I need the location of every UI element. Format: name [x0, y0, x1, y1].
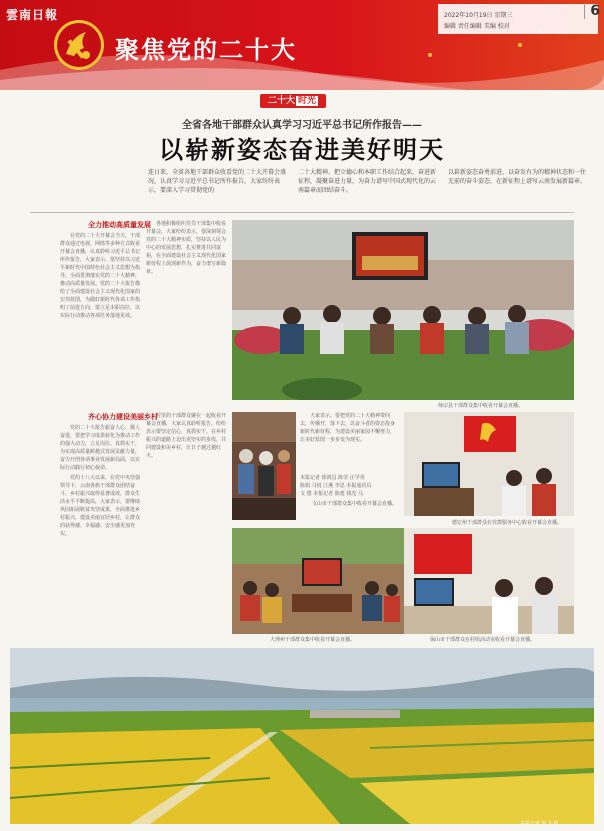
page-banner [0, 0, 604, 90]
photo-village-viewing-image [232, 412, 296, 520]
caption-hall: 师宗县干部群众集中收看开幕会直播。 [438, 403, 524, 409]
editor-credits: 编辑 责任编辑 美编 校对 [444, 23, 510, 30]
caption-village: 文山市干部群众集中收看开幕会直播。 [312, 501, 398, 507]
section-heading-development: 全力推动高质量发展 [88, 221, 151, 229]
photo-room-viewing-image [404, 412, 574, 516]
page-number: 6 [584, 3, 600, 19]
bylines [300, 474, 400, 498]
column-text: 村里的干部群众聚在一起收看开幕会直播，大家认真聆听报告，纷纷表示要坚定信心，真抓实干，在乡村振兴的道路上迈出更坚实的步伐，共同建设和美乡村，让日子越过越红火。 [146, 413, 227, 459]
caption-court: 保山市干部群众在村组活动室收看开幕会直播。 [430, 637, 536, 643]
headline: 以崭新姿态奋进美好明天 [159, 135, 445, 164]
photo-hall-viewing [232, 220, 574, 400]
byline: 陈娟 马悦 江燕 李思 本报通讯员 [300, 483, 372, 489]
column-text: 党的二十大报告振奋人心、催人奋进，要把学习成果转化为推动工作的强大动力，立足岗位、真抓实干，为实现高质量跨越式发展贡献力量，奋力开创各项事业发展新局面，以实际行动践行初心使命。 [60, 425, 141, 471]
date-box [438, 4, 598, 34]
byline: 文 图 本报记者 陈建 钱光 马 [300, 491, 363, 497]
column-text: 大家表示，要把党的二十大精神带回去，传播开，落下去，以奋斗者的姿态投身新时代新征程，为建设美丽家园不懈努力，让美好蓝图一步步变为现实。 [300, 413, 396, 443]
lead-paragraph-3: 以崭新姿态奋勇前进，以奋发有为的精神状态和一往无前的奋斗姿态，在新征程上谱写云南发展新篇章。 [448, 169, 587, 185]
column-tag-prefix: 二十大 [268, 96, 296, 106]
article-column-2 [146, 220, 228, 402]
lead-paragraph-1: 连日来，全省各地干部群众收看党的二十大开幕会盛况，认真学习习近平总书记所作报告，大家纷纷表示，要深入学习贯彻党的 [148, 169, 287, 194]
column-text: 各地积极组织党员干部集中收看开幕会，大家纷纷表示，要深刻领会党的二十大精神实质，坚持以人民为中心的发展思想，扎实推进共同富裕，在全面建设社会主义现代化国家新征程上展现新作为，奋力谱写新篇章。 [146, 221, 227, 275]
photo-courtyard-viewing-image [232, 528, 404, 634]
headline-kicker: 全省各地干部群众认真学习习近平总书记所作报告—— [182, 120, 422, 131]
caption-landscape: 本报记者 陈飞 摄 [520, 821, 559, 827]
photo-hall-viewing-image [232, 220, 574, 400]
article-column-4 [146, 412, 228, 646]
photo-room-viewing [404, 412, 574, 516]
photo-landscape-fields [10, 648, 594, 824]
banner-title: 聚焦党的二十大 [115, 36, 297, 64]
column-text: 在党的二十大开幕会当天，干部群众通过电视、网络等多种方式收看开幕会直播，认真聆听习近平总书记所作报告，大家表示，要坚持以习近平新时代中国特色社会主义思想为指导，全面贯彻落实党的二十大精神，推动高质量发展。党的二十大报告描绘了全面建设社会主义现代化国家的宏伟蓝图，为做好新时代各项工作指明了前进方向，要立足本职岗位，以实际行动推动各项任务落地见效。 [60, 233, 141, 319]
issue-date: 2022年10月19日 星期三 [444, 12, 513, 19]
column-text: 党的十八大以来，在党中央坚强领导下，云南各族干部群众团结奋斗，乡村振兴取得显著成效，群众生活水平不断提高，大家表示，要继续巩固拓展脱贫攻坚成果，全面推进乡村振兴，建设美丽宜居乡村，让群众的获得感、幸福感、安全感更加充实。 [60, 475, 141, 537]
article-column-1 [60, 232, 142, 402]
lead-paragraph-2: 二十大精神，把立德心和本职工作结合起来，奋进新征程，凝聚奋进力量，为奋力谱写中国式现代化的云南篇章而团结奋斗。 [298, 169, 437, 194]
photo-party-room-viewing-image [404, 528, 574, 634]
column-tag-highlight: 时光 [298, 96, 317, 106]
photo-courtyard-viewing [232, 528, 404, 634]
photo-village-viewing [232, 412, 296, 520]
section-heading-village: 齐心协力建设美丽乡村 [88, 413, 158, 421]
photo-landscape-fields-image [10, 648, 594, 824]
divider [30, 212, 574, 213]
photo-party-room-viewing [404, 528, 574, 634]
column-tag [260, 94, 326, 108]
caption-room: 大理州干部群众集中收看开幕会直播。 [270, 637, 356, 643]
byline: 本报记者 徐鸿昌 陈莹 汪学英 [300, 475, 365, 481]
newspaper-masthead: 雲南日報 [6, 8, 59, 22]
article-column-3 [60, 424, 142, 646]
party-emblem-icon [52, 18, 106, 72]
caption-party-room: 德宏州干部群众在党群服务中心收看开幕会直播。 [452, 520, 563, 526]
